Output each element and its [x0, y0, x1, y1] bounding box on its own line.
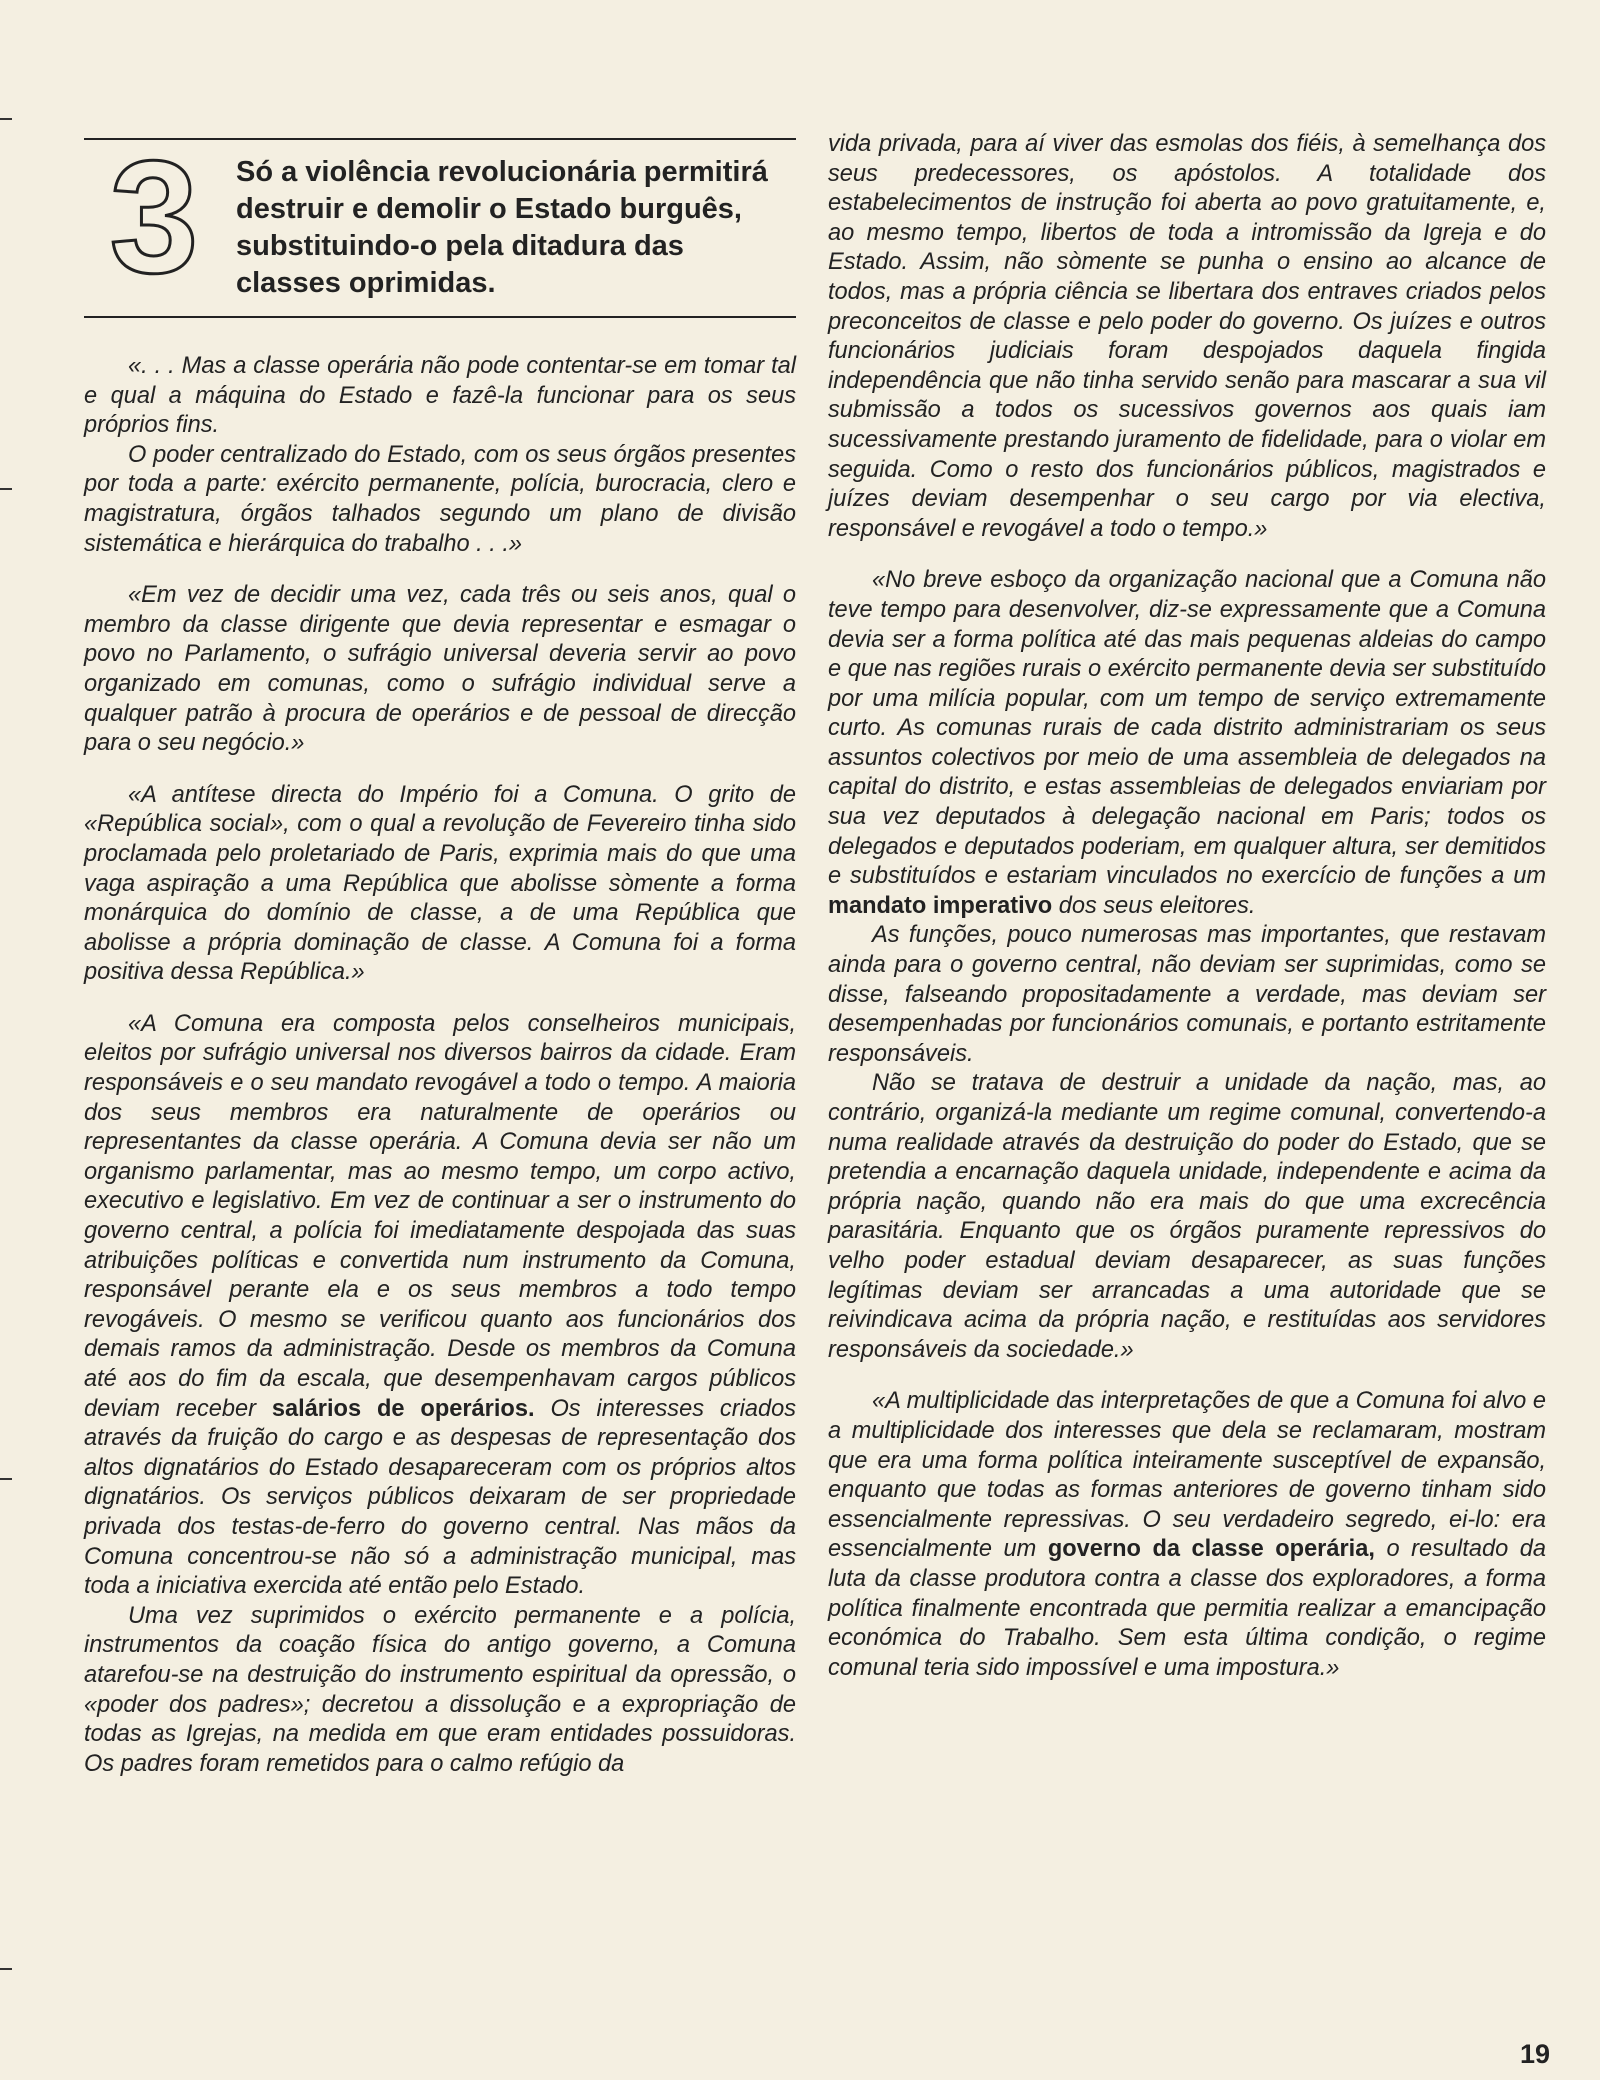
quote-block: [84, 352, 796, 559]
quote-block: [84, 781, 796, 988]
emphasis-text: governo da classe operária,: [1047, 1536, 1375, 1563]
paragraph: [84, 1010, 796, 1602]
text-run: «A multiplicidade das interpretações de que a Comuna foi alvo e a multiplicidade dos interesses que dela se reclamaram, mostram que era uma forma política inteiramente susceptível de expansão, enquanto que todas as formas anteriores de governo tinham sido essencialmente repressivas. O seu verdadeiro segredo, ei-lo: era essencialmente um: [828, 1388, 1546, 1563]
emphasis-text: salários de operários.: [271, 1395, 535, 1422]
quote-block: [828, 1387, 1546, 1683]
paragraph: vida privada, para aí viver das esmolas dos fiéis, à semelhança dos seus predecessores, os apóstolos. A totalidade dos estabelecimentos de instrução foi aberta ao povo gratuitamente, e, ao mesmo tempo, libertos de toda a intromissão da Igreja e do Estado. Assim, não sòmente se punha o ensino ao alcance de todos, mas a própria ciência se libertara dos entraves criados pelos preconceitos de classe e pelo poder do governo. Os juízes e outros funcionários judiciais foram despojados daquela fingida independência que não tinha servido senão para mascarar a sua vil submissão a todos os sucessivos governos aos quais iam sucessivamente prestando juramento de fidelidade, para o violar em seguida. Como o resto dos funcionários públicos, magistrados e juízes deviam desempenhar o seu cargo por via electiva, responsável e revogável a todo o tempo.»: [828, 131, 1546, 542]
paragraph: [828, 1387, 1546, 1683]
text-run: «A Comuna era composta pelos conselheiros municipais, eleitos por sufrágio universal nos diversos bairros da cidade. Eram responsáveis e o seu mandato revogável a todo o tempo. A maioria dos seus membros era naturalmente de operários ou representantes da classe operária. A Comuna devia ser não um organismo parlamentar, mas ao mesmo tempo, um corpo activo, executivo e legislativo. Em vez de continuar a ser o instrumento do governo central, a polícia foi imediatamente despojada das suas atribuições políticas e convertida num instrumento da Comuna, responsável perante ela e os seus membros a todo tempo revogáveis. O mesmo se verificou quanto aos funcionários dos demais ramos da administração. Desde os membros da Comuna até aos do fim da escala, que desempenhavam cargos públicos deviam receber: [84, 1010, 796, 1422]
section-heading: [84, 140, 796, 316]
text-run: Os interesses criados através da fruição do cargo e as despesas de representação dos altos dignatários do Estado desapareceram com os próprios altos dignatários. Os serviços públicos deixaram de ser propriedade privada dos testas-de-ferro do governo central. Nas mãos da Comuna concentrou-se não só a administração municipal, mas toda a iniciativa exercida até então pelo Estado.: [84, 1395, 796, 1600]
paragraph: «. . . Mas a classe operária não pode contentar-se em tomar tal e qual a máquina do Estado e fazê-la funcionar para os seus próprios fins.: [84, 353, 796, 439]
outlined-number-three: [84, 154, 224, 280]
paragraph: «Em vez de decidir uma vez, cada três ou seis anos, qual o membro da classe dirigente que devia representar e esmagar o povo no Parlamento, o sufrágio universal deveria servir ao povo organizado em comunas, como o sufrágio individual serve a qualquer patrão à procura de operários e de pessoal de direcção para o seu negócio.»: [84, 582, 796, 757]
binding-mark: [0, 488, 12, 490]
page-number: 19: [1519, 2039, 1550, 2069]
svg-text:3: 3: [109, 154, 199, 280]
paragraph: O poder centralizado do Estado, com os seus órgãos presentes por toda a parte: exército permanente, polícia, burocracia, clero e magistratura, órgãos talhados segundo um plano de divisão sistemática e hierárquica do trabalho . . .»: [84, 441, 796, 557]
paragraph: As funções, pouco numerosas mas importantes, que restavam ainda para o governo central, não deviam ser suprimidas, como se disse, falseando propositadamente a verdade, mas deviam ser desempenhadas por funcionários comunais, e portanto estritamente responsáveis.: [828, 922, 1546, 1067]
quote-block: [84, 1010, 796, 1779]
binding-mark: [0, 1968, 12, 1970]
left-column: [84, 138, 796, 1779]
quote-block: [828, 130, 1546, 544]
quote-block: [84, 581, 796, 759]
text-run: o resultado da luta da classe produtora contra a classe dos exploradores, a forma política finalmente encontrada que permitia realizar a emancipação económica do Trabalho. Sem esta última condição, o regime comunal teria sido impossível e uma impostura.»: [828, 1536, 1546, 1681]
text-run: «No breve esboço da organização nacional que a Comuna não teve tempo para desenvolver, diz-se expressamente que a Comuna devia ser a forma política até das mais pequenas aldeias do campo e que nas regiões rurais o exército permanente devia ser substituído por uma milícia popular, com um tempo de serviço extremamente curto. As comunas rurais de cada distrito administrariam os seus assuntos colectivos por meio de uma assembleia de delegados na capital do distrito, e estas assembleias de delegados enviariam por sua vez deputados à delegação nacional em Paris; todos os delegados e deputados poderiam, em qualquer altura, ser demitidos e substituídos e estariam vinculados no exercício de funções a um: [828, 567, 1546, 890]
text-run: dos seus eleitores.: [1058, 892, 1256, 919]
quote-block: [828, 566, 1546, 1365]
right-column: [828, 130, 1546, 1683]
paragraph: Não se tratava de destruir a unidade da nação, mas, ao contrário, organizá-la mediante um regime comunal, convertendo-a numa realidade através da destruição do poder do Estado, que se pretendia a encarnação daquela unidade, independente e acima da própria nação, quando não era mais do que uma excrecência parasitária. Enquanto que os órgãos puramente repressivos do velho poder estadual deviam desaparecer, as suas funções legítimas deviam ser arrancadas a uma autoridade que se reivindicava acima da própria nação, e restituídas aos servidores responsáveis da sociedade.»: [828, 1070, 1546, 1363]
binding-mark: [0, 1478, 12, 1480]
paragraph: Uma vez suprimidos o exército permanente e a polícia, instrumentos da coação física do antigo governo, a Comuna atarefou-se na destruição do instrumento espiritual da opressão, o «poder dos padres»; decretou a dissolução e a expropriação de todas as Igrejas, na medida em que eram entidades possuidoras. Os padres foram remetidos para o calmo refúgio da: [84, 1602, 796, 1777]
heading-text: Só a violência revolucionária permitirá destruir e demolir o Estado burguês, substituindo-o pela ditadura das classes oprimidas.: [236, 156, 768, 299]
paragraph: «A antítese directa do Império foi a Comuna. O grito de «República social», com o qual a revolução de Fevereiro tinha sido proclamada pelo proletariado de Paris, exprimia mais do que uma vaga aspiração a uma República que abolisse sòmente a forma monárquica do domínio de classe, a de uma República que abolisse a própria dominação de classe. A Comuna foi a forma positiva dessa República.»: [84, 781, 796, 986]
paragraph: [828, 566, 1546, 921]
emphasis-text: mandato imperativo: [828, 892, 1053, 919]
binding-mark: [0, 118, 12, 120]
